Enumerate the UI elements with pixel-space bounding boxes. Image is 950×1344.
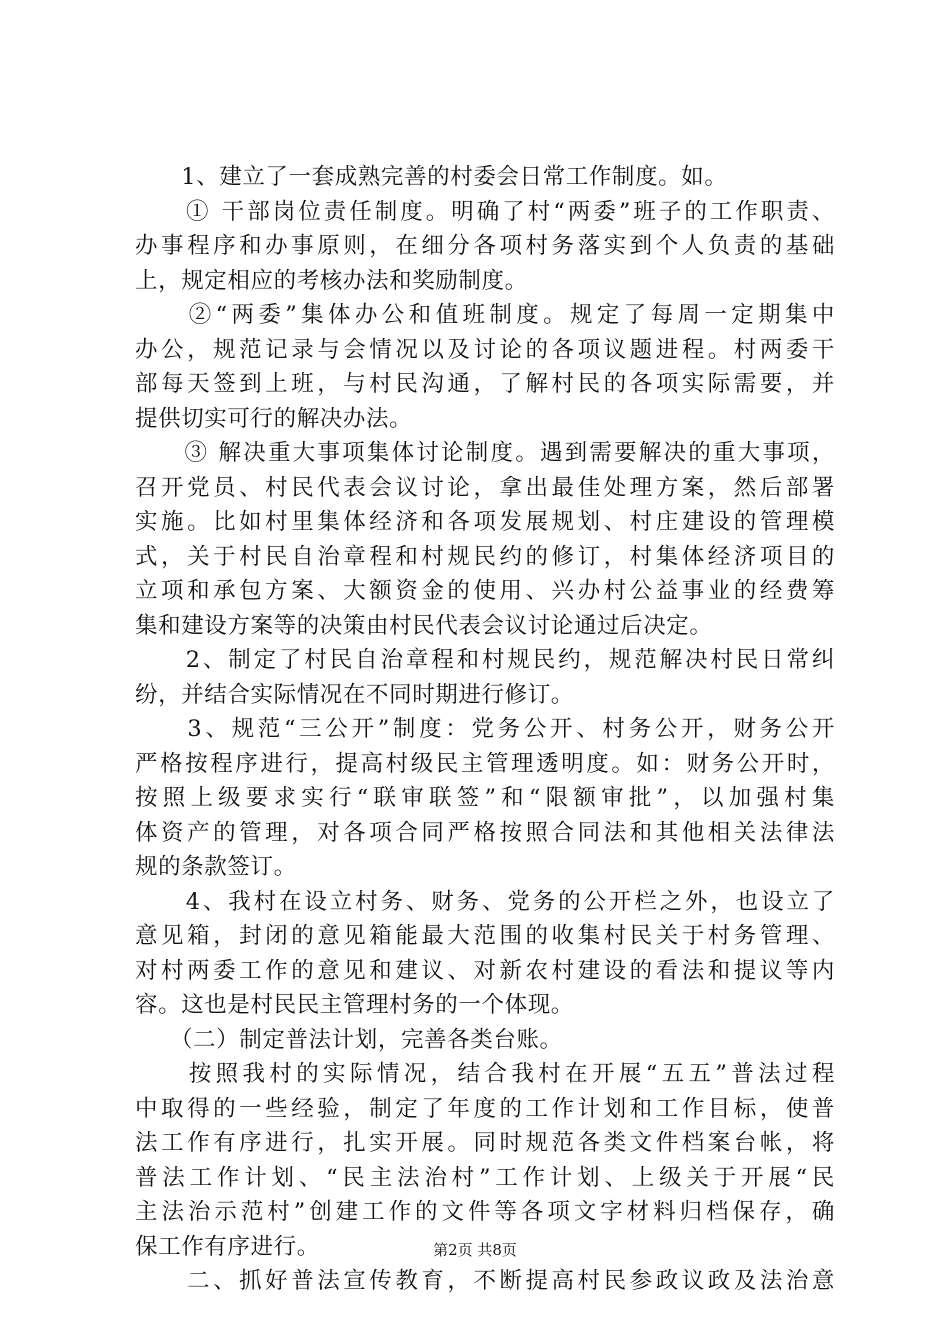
text-line: 规的条款签订。 [135, 854, 297, 880]
text-line: 提供切实可行的解决办法。 [135, 405, 413, 432]
document-body [135, 160, 835, 1299]
text-line: 二、抓好普法宣传教育，不断提高村民参政议政及法治意 [135, 1268, 835, 1294]
text-line: 法工作有序进行，扎实开展。同时规范各类文件档案台帐，将 [135, 1130, 835, 1156]
text-line: 部每天签到上班，与村民沟通，了解村民的各项实际需要，并 [135, 371, 835, 397]
text-line: ②“两委”集体办公和值班制度。规定了每周一定期集中 [135, 302, 835, 328]
text-line: 办公，规范记录与会情况以及讨论的各项议题进程。村两委干 [135, 336, 835, 363]
text-line: 按照上级要求实行“联审联签”和“限额审批”，以加强村集 [135, 785, 835, 811]
text-line: 4、我村在设立村务、财务、党务的公开栏之外，也设立了 [135, 888, 835, 915]
text-line: 1、建立了一套成熟完善的村委会日常工作制度。如。 [135, 164, 728, 190]
text-line: 办事程序和办事原则，在细分各项村务落实到个人负责的基础 [135, 233, 835, 259]
text-line: 容。这也是村民民主管理村务的一个体现。 [135, 992, 574, 1018]
text-line: 立项和承包方案、大额资金的使用、兴办村公益事业的经费筹 [135, 578, 835, 604]
text-line: 体资产的管理，对各项合同严格按照合同法和其他相关法律法 [135, 819, 835, 846]
text-line: 主法治示范村”创建工作的文件等各项文字材料归档保存，确 [135, 1199, 835, 1225]
text-line: 保工作有序进行。 [135, 1233, 320, 1260]
text-line: 式，关于村民自治章程和村规民约的修订，村集体经济项目的 [135, 543, 835, 570]
page-footer: 第2页 共8页 [433, 1241, 517, 1259]
text-line: ③ 解决重大事项集体讨论制度。遇到需要解决的重大事项， [135, 440, 835, 466]
text-line: 中取得的一些经验，制定了年度的工作计划和工作目标，使普 [135, 1095, 835, 1122]
text-line: 集和建设方案等的决策由村民代表会议讨论通过后决定。 [135, 612, 713, 639]
text-line: 上，规定相应的考核办法和奖励制度。 [135, 267, 528, 294]
text-line: 按照我村的实际情况，结合我村在开展“五五”普法过程 [135, 1061, 835, 1087]
text-line: ① 干部岗位责任制度。明确了村“两委”班子的工作职责、 [135, 198, 835, 225]
text-line: 3、规范“三公开”制度：党务公开、村务公开，财务公开 [135, 716, 835, 742]
text-line: 实施。比如村里集体经济和各项发展规划、村庄建设的管理模 [135, 509, 835, 535]
text-line: （二）制定普法计划，完善各类台账。 [135, 1026, 563, 1053]
text-line: 2、制定了村民自治章程和村规民约，规范解决村民日常纠 [135, 647, 835, 673]
text-line: 普法工作计划、“民主法治村”工作计划、上级关于开展“民 [135, 1164, 835, 1191]
text-line: 召开党员、村民代表会议讨论，拿出最佳处理方案，然后部署 [135, 474, 835, 501]
text-line: 严格按程序进行，提高村级民主管理透明度。如：财务公开时， [135, 750, 835, 777]
text-line: 意见箱，封闭的意见箱能最大范围的收集村民关于村务管理、 [135, 923, 835, 949]
text-line: 对村两委工作的意见和建议、对新农村建设的看法和提议等内 [135, 957, 835, 984]
text-line: 纷，并结合实际情况在不同时期进行修订。 [135, 681, 574, 708]
